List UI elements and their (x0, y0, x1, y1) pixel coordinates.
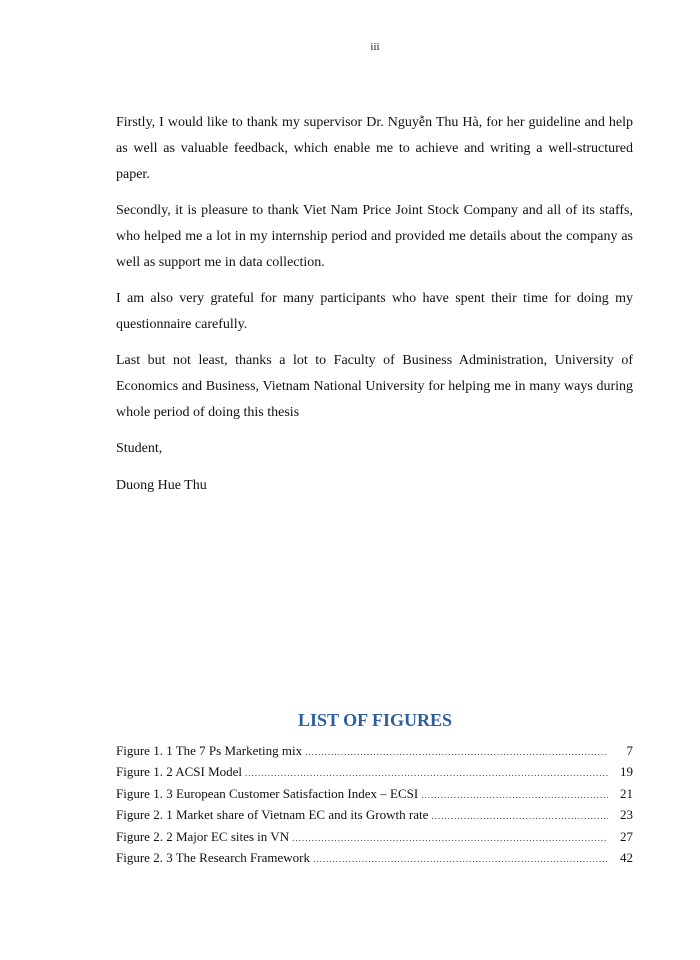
figure-label: Figure 1. 3 European Customer Satisfaction Index – ECSI (116, 785, 419, 801)
figure-entry[interactable] (116, 784, 633, 805)
dot-leader (292, 829, 608, 848)
dot-leader (421, 786, 608, 805)
dot-leader (431, 807, 608, 826)
figure-page: 23 (620, 807, 633, 823)
figure-page: 21 (620, 785, 633, 801)
paragraph: Secondly, it is pleasure to thank Viet Nam Price Joint Stock Company and all of its staffs, who helped me a lot in my internship period and provided me details about the company as well as support me in data collection. (116, 203, 633, 270)
paragraph: Firstly, I would like to thank my supervisor Dr. Nguyễn Thu Hà, for her guideline and help as well as valuable feedback, which enable me to achieve and writing a well-structured paper. (116, 115, 633, 182)
figure-entry[interactable] (116, 848, 633, 869)
figure-entry[interactable] (116, 762, 633, 783)
dot-leader (313, 850, 608, 869)
list-of-figures (116, 741, 633, 869)
figure-label: Figure 1. 1 The 7 Ps Marketing mix (116, 743, 303, 758)
paragraph: Last but not least, thanks a lot to Faculty of Business Administration, University of Economics and Business, Vietnam National University for helping me in many ways during whole period of doing this thesis (116, 353, 633, 420)
figure-page: 19 (620, 764, 633, 780)
acknowledgement-section (116, 110, 633, 499)
list-of-figures-title: LIST OF FIGURES (297, 710, 453, 730)
figure-label: Figure 2. 2 Major EC sites in VN (116, 828, 290, 844)
dot-leader (245, 764, 608, 783)
figure-label: Figure 2. 1 Market share of Vietnam EC and its Growth rate (116, 807, 429, 823)
dot-leader (305, 743, 608, 762)
signoff: Student, (116, 441, 163, 456)
student-name: Duong Hue Thu (116, 478, 207, 493)
figure-entry[interactable] (116, 805, 633, 826)
figure-entry[interactable] (116, 827, 633, 848)
figure-page: 27 (620, 828, 633, 844)
paragraph: I am also very grateful for many participants who have spent their time for doing my questionnaire carefully. (116, 291, 633, 332)
page-number: iii (370, 41, 380, 53)
figure-page: 7 (626, 743, 633, 758)
figure-label: Figure 1. 2 ACSI Model (116, 764, 243, 780)
figure-entry[interactable] (116, 741, 633, 762)
figure-label: Figure 2. 3 The Research Framework (116, 850, 310, 866)
figure-page: 42 (620, 850, 633, 866)
